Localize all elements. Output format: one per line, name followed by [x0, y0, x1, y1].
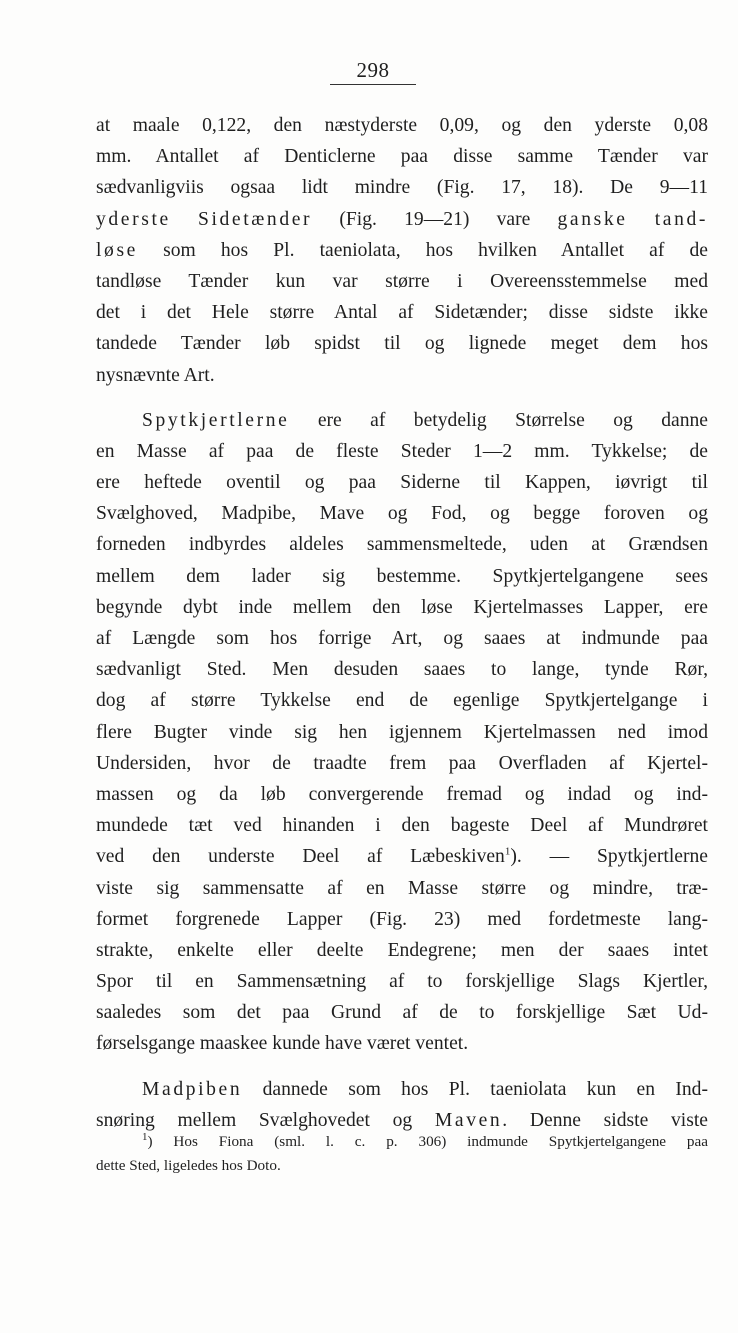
text-line: viste sig sammensatte af en Masse større og mindre, træ-: [96, 877, 708, 899]
text-fragment: ved den underste Deel af Læbeskiven: [96, 846, 505, 868]
text-line: snøring mellem Svælghovedet og Maven. Denne sidste viste: [96, 1109, 708, 1131]
text-line: forneden indbyrdes aldeles sammensmeltede, uden at Grændsen: [96, 534, 708, 556]
footnote: [96, 1130, 708, 1178]
text-fragment: ). — Spytkjertlerne: [510, 846, 708, 868]
footnote-marker: 1: [142, 1130, 148, 1143]
text-line: at maale 0,122, den næstyderste 0,09, og den yderste 0,08: [96, 115, 708, 136]
footnote-ref: 1: [504, 845, 511, 858]
text-line: flere Bugter vinde sig hen igjennem Kjertelmassen ned imod: [96, 721, 708, 743]
spaced-word: tand-: [654, 208, 708, 230]
text-line: Svælghoved, Madpibe, Mave og Fod, og begge foroven og: [96, 503, 708, 525]
footnote-line: dette Sted, ligeledes hos Doto.: [96, 1157, 281, 1174]
text-line: formet forgrenede Lapper (Fig. 23) med fordetmeste lang-: [96, 908, 708, 930]
text-line: yderste Sidetænder (Fig. 19—21) vare ganske tand-: [96, 208, 708, 230]
text-line: Madpiben dannede som hos Pl. taeniolata kun en Ind-: [142, 1078, 708, 1100]
text-line: ere heftede oventil og paa Siderne til Kappen, iøvrigt til: [96, 472, 708, 494]
text-line: dog af større Tykkelse end de egenlige Spytkjertelgange i: [96, 690, 708, 712]
text-line: mellem dem lader sig bestemme. Spytkjertelgangene sees: [96, 565, 708, 587]
spaced-word: Sidetænder: [197, 208, 313, 230]
spaced-word: ganske: [557, 208, 628, 230]
text-line: det i det Hele større Antal af Sidetænder; disse sidste ikke: [96, 302, 708, 324]
text-line: Spytkjertlerne ere af betydelig Størrelse og danne: [142, 409, 708, 431]
text-line: mm. Antallet af Denticlerne paa disse samme Tænder var: [96, 146, 708, 168]
text-line: strakte, enkelte eller deelte Endegrene; men der saaes intet: [96, 939, 708, 961]
text-line: Undersiden, hvor de traadte frem paa Overfladen af Kjertel-: [96, 752, 708, 774]
text-line: nysnævnte Art.: [96, 364, 215, 386]
spaced-word: yderste: [96, 208, 171, 230]
spaced-word: Maven: [434, 1109, 503, 1131]
text-line: en Masse af paa de fleste Steder 1—2 mm. Tykkelse; de: [96, 440, 708, 462]
text-line: massen og da løb convergerende fremad og indad og ind-: [96, 783, 708, 805]
text-line: mundede tæt ved hinanden i den bageste Deel af Mundrøret: [96, 815, 708, 837]
footnote-line: [96, 1130, 708, 1154]
text-line: saaledes som det paa Grund af de to forskjellige Sæt Ud-: [96, 1002, 708, 1024]
text-line: sædvanligt Sted. Men desuden saaes to lange, tynde Rør,: [96, 659, 708, 681]
text-line: Spor til en Sammensætning af to forskjellige Slags Kjertler,: [96, 971, 708, 993]
text-fragment: ) Hos Fiona (sml. l. c. p. 306) indmunde Spytkjertelgangene paa: [147, 1133, 708, 1150]
text-line: tandede Tænder løb spidst til og lignede meget dem hos: [96, 333, 708, 355]
body-text: [96, 110, 708, 1136]
text-line: førselsgange maaskee kunde have været ventet.: [96, 1033, 469, 1055]
text-line: tandløse Tænder kun var større i Overeensstemmelse med: [96, 270, 708, 292]
text-line: begynde dybt inde mellem den løse Kjertelmasses Lapper, ere: [96, 596, 708, 618]
spaced-word: løse: [96, 239, 138, 261]
page-number: 298: [330, 58, 416, 85]
spaced-word: Madpiben: [142, 1078, 243, 1100]
text-line: sædvanligviis ogsaa lidt mindre (Fig. 17, 18). De 9—11: [96, 177, 708, 199]
text-line: af Længde som hos forrige Art, og saaes at indmunde paa: [96, 628, 708, 649]
spaced-word: Spytkjertlerne: [142, 409, 290, 431]
text-line: [96, 841, 708, 872]
text-line: løse som hos Pl. taeniolata, hos hvilken Antallet af de: [96, 239, 708, 261]
